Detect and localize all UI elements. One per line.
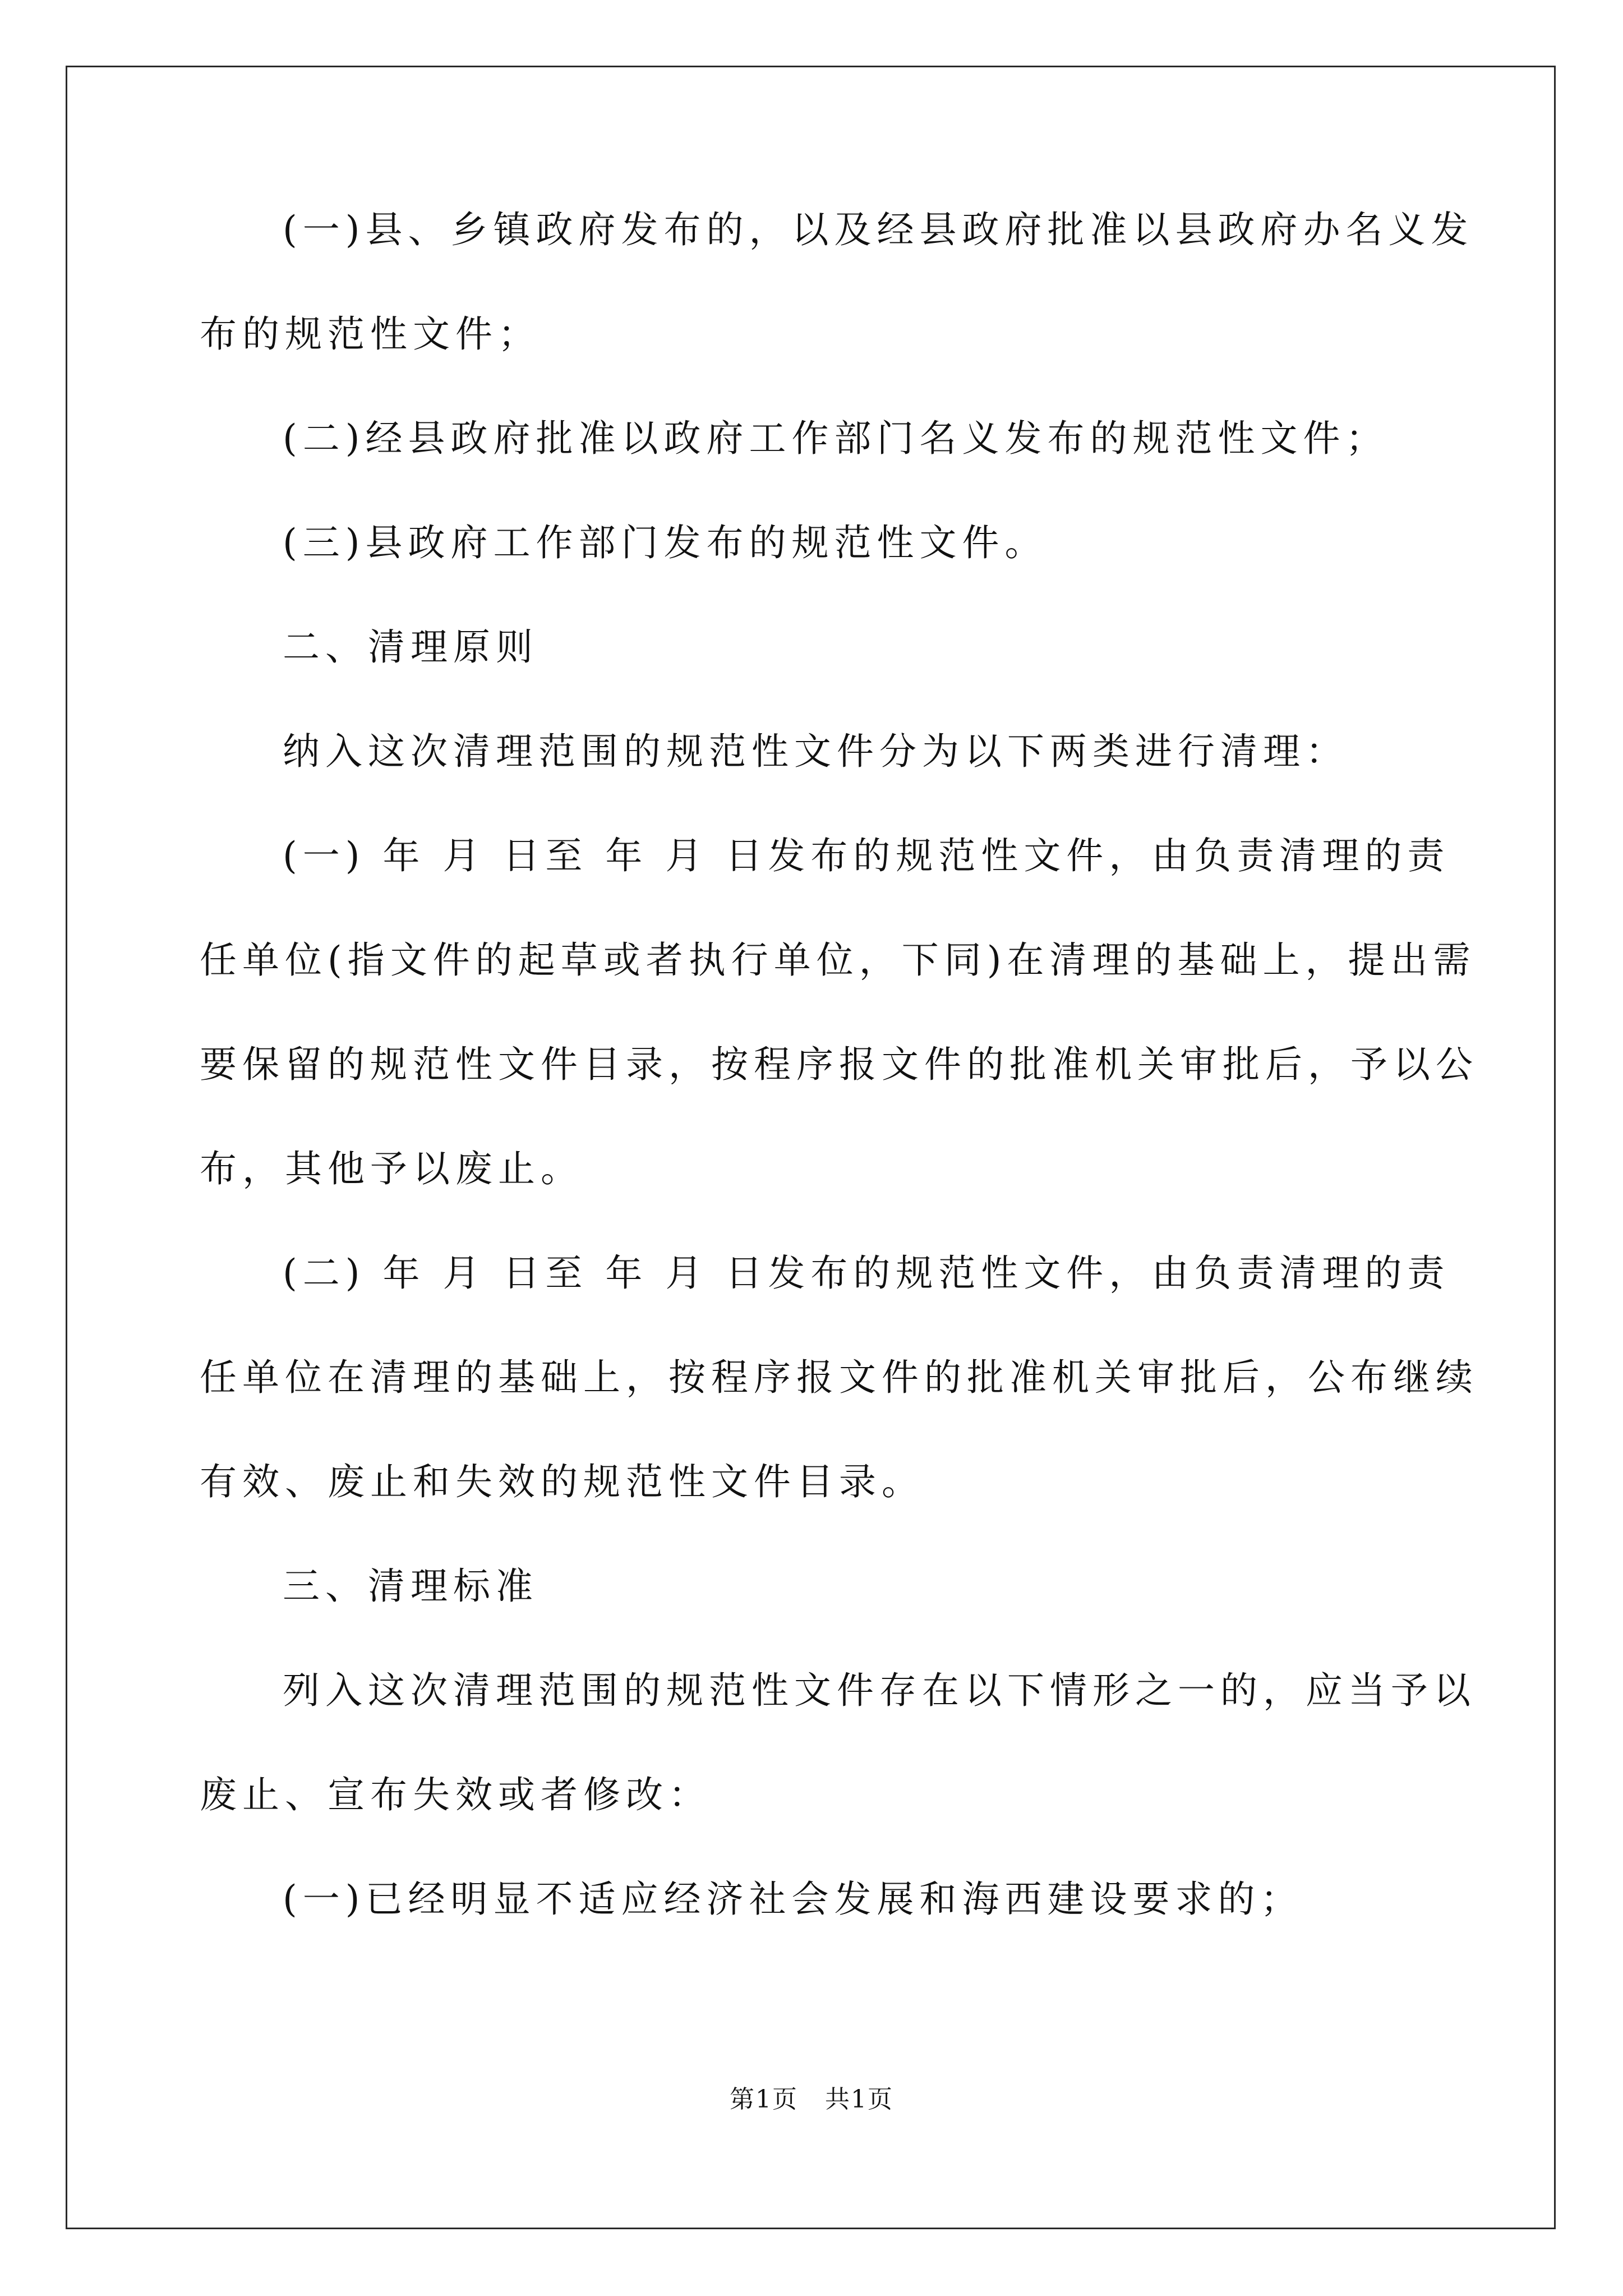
paragraph-line: 布的规范性文件；	[200, 312, 541, 356]
paragraph-line: 纳入这次清理范围的规范性文件分为以下两类进行清理：	[283, 730, 1348, 773]
paragraph-line: 要保留的规范性文件目录，按程序报文件的批准机关审批后，予以公	[200, 1043, 1478, 1086]
paragraph-line: 有效、废止和失效的规范性文件目录。	[200, 1460, 924, 1503]
paragraph-line: 列入这次清理范围的规范性文件存在以下情形之一的，应当予以	[283, 1669, 1476, 1712]
paragraph-line: 任单位(指文件的起草或者执行单位，下同)在清理的基础上，提出需	[200, 938, 1476, 982]
section-heading: 二、清理原则	[283, 625, 538, 669]
paragraph-line: (二)经县政府批准以政府工作部门名义发布的规范性文件；	[283, 417, 1389, 460]
paragraph-line: (二) 年 月 日至 年 月 日发布的规范性文件，由负责清理的责	[283, 1251, 1450, 1295]
paragraph-line: 废止、宣布失效或者修改：	[200, 1773, 711, 1816]
paragraph-line: (一)已经明显不适应经济社会发展和海西建设要求的；	[283, 1878, 1303, 1921]
page-number: 第1页 共1页	[730, 2085, 893, 2114]
paragraph-line: 任单位在清理的基础上，按程序报文件的批准机关审批后，公布继续	[200, 1356, 1478, 1399]
paragraph-line: 布，其他予以废止。	[200, 1147, 583, 1190]
paragraph-line: (一)县、乡镇政府发布的，以及经县政府批准以县政府办名义发	[283, 208, 1474, 251]
paragraph-line: (一) 年 月 日至 年 月 日发布的规范性文件，由负责清理的责	[283, 834, 1450, 877]
section-heading: 三、清理标准	[283, 1565, 538, 1608]
paragraph-line: (三)县政府工作部门发布的规范性文件。	[283, 521, 1048, 564]
